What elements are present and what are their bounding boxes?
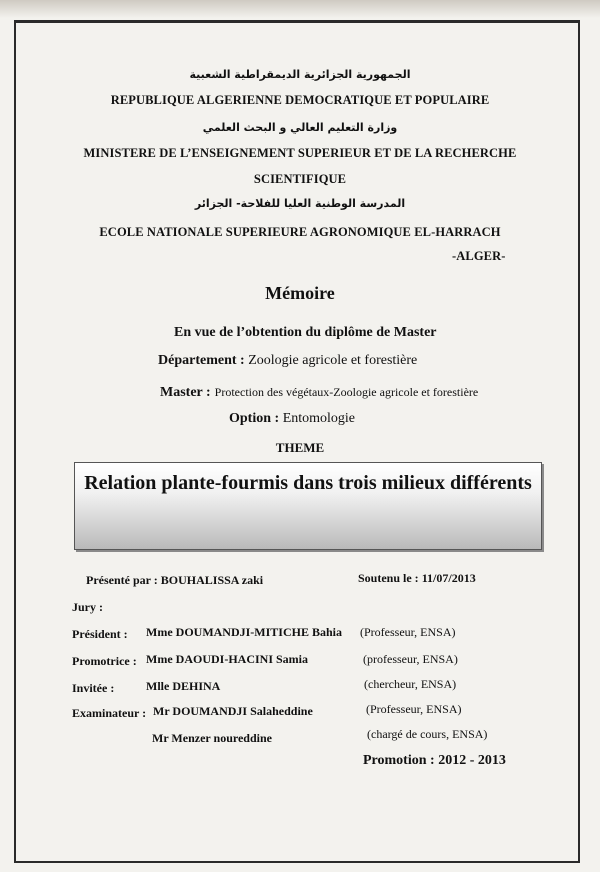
promotion-row (363, 753, 506, 769)
presented-by-value: BOUHALISSA zaki (160, 573, 264, 587)
defense-date-label: Soutenu le : (358, 571, 419, 585)
memoire-title: Mémoire (265, 283, 335, 303)
promotion-label: Promotion : (363, 753, 435, 768)
ministry-heading-line2: SCIENTIFIQUE (253, 172, 347, 186)
scan-edge-shadow (0, 0, 600, 18)
city-label: -ALGER- (452, 249, 506, 263)
school-heading: ECOLE NATIONALE SUPERIEURE AGRONOMIQUE EL-HARRACH (99, 225, 501, 239)
jury-affiliation: (Professeur, ENSA) (360, 625, 456, 639)
jury-affiliation: (chercheur, ENSA) (364, 677, 457, 691)
arabic-school-heading: المدرسة الوطنية العليا للفلاحة- الجزائر (194, 197, 406, 210)
jury-affiliation: (chargé de cours, ENSA) (367, 727, 488, 741)
republic-heading: REPUBLIQUE ALGERIENNE DEMOCRATIQUE ET POPULAIRE (110, 93, 490, 107)
promotion-value: 2012 - 2013 (438, 753, 506, 768)
ministry-heading-line1: MINISTERE DE L’ENSEIGNEMENT SUPERIEUR ET DE LA RECHERCHE (83, 146, 517, 160)
jury-role: Promotrice : (72, 654, 137, 668)
jury-name: Mr Menzer noureddine (152, 731, 272, 745)
jury-name: Mme DAOUDI-HACINI Samia (146, 652, 308, 666)
theme-box (74, 462, 542, 550)
master-value: Protection des végétaux-Zoologie agricole et forestière (214, 385, 479, 399)
jury-name: Mme DOUMANDJI-MITICHE Bahia (146, 625, 342, 639)
defense-date-value: 11/07/2013 (421, 571, 476, 585)
jury-name: Mlle DEHINA (146, 679, 221, 693)
jury-name: Mr DOUMANDJI Salaheddine (153, 704, 313, 718)
master-label: Master : (160, 385, 211, 400)
jury-role: Invitée : (72, 681, 115, 695)
jury-label: Jury : (72, 600, 103, 614)
purpose-line: En vue de l’obtention du diplôme de Master (174, 325, 437, 340)
defense-date-row (358, 571, 476, 586)
jury-role: Président : (72, 627, 128, 641)
presented-by-label: Présenté par : (86, 573, 158, 587)
option-value: Entomologie (282, 411, 356, 426)
option-label: Option : (229, 411, 280, 426)
departement-row (158, 353, 417, 369)
arabic-ministry-heading: وزارة التعليم العالي و البحث العلمي (202, 121, 398, 134)
departement-value: Zoologie agricole et forestière (248, 353, 418, 368)
theme-title: Relation plante-fourmis dans trois milieux différents (84, 472, 532, 494)
theme-label: THEME (275, 440, 325, 455)
arabic-republic-heading: الجمهورية الجزائرية الديمقراطية الشعبية (189, 68, 411, 81)
presented-by-row (86, 573, 263, 588)
jury-role: Examinateur : (72, 706, 147, 720)
departement-label: Département : (158, 353, 245, 368)
jury-affiliation: (professeur, ENSA) (363, 652, 458, 666)
option-row (229, 411, 355, 427)
jury-affiliation: (Professeur, ENSA) (366, 702, 462, 716)
master-row (160, 383, 478, 401)
